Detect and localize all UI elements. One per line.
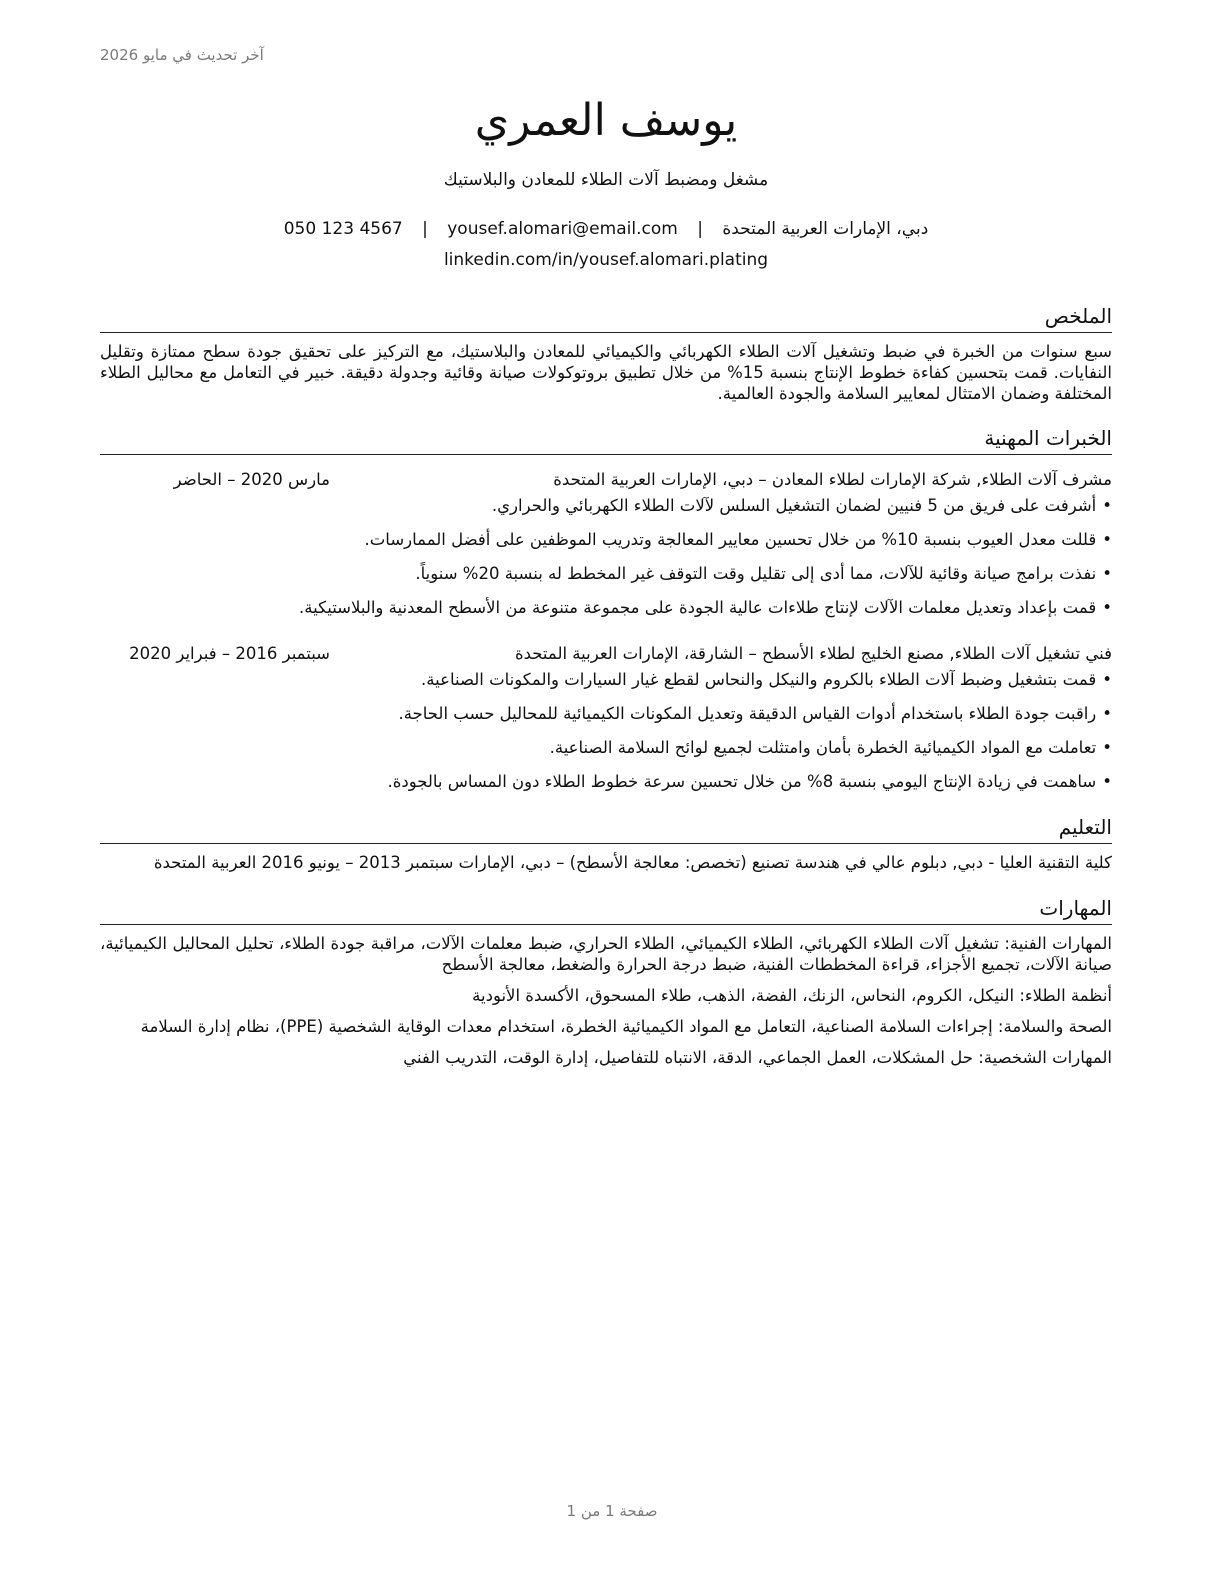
- experience-section: [100, 424, 1112, 793]
- job-bullet: [100, 771, 1112, 793]
- candidate-name: يوسف العمري: [474, 95, 738, 146]
- resume-page: [100, 90, 1112, 1068]
- job-header: [100, 643, 1112, 665]
- skills-section: [100, 894, 1112, 1068]
- bullet-marker: •: [1102, 496, 1112, 515]
- skills-technical: المهارات الفنية: تشغيل آلات الطلاء الكهربائي، الطلاء الكيميائي، الطلاء الحراري، ضبط معلمات الآلات، مراقبة جودة الطلاء، تحليل المحاليل الكيميائية، صيانة الآلات، تجميع الأجزاء، قراءة المخططات الفنية، ضبط درجة الحرارة والضغط، معالجة الأسطح: [100, 934, 1112, 974]
- contact-location: دبي، الإمارات العربية المتحدة: [722, 219, 929, 239]
- job-role-company: مشرف آلات الطلاء, شركة الإمارات لطلاء المعادن – دبي، الإمارات العربية المتحدة: [553, 470, 1112, 489]
- job-bullet-text: نفذت برامج صيانة وقائية للآلات، مما أدى إلى تقليل وقت التوقف غير المخطط له بنسبة 20% سنوياً.: [415, 564, 1097, 583]
- job-bullet-text: أشرفت على فريق من 5 فنيين لضمان التشغيل السلس لآلات الطلاء الكهربائي والحراري.: [491, 496, 1097, 515]
- job-bullet: [100, 597, 1112, 619]
- job-header: [100, 469, 1112, 491]
- bullet-marker: •: [1102, 738, 1112, 757]
- job-bullet-text: قمت بإعداد وتعديل معلمات الآلات لإنتاج طلاءات عالية الجودة على مجموعة متنوعة من الأسطح المعدنية والبلاستيكية.: [299, 598, 1097, 617]
- summary-heading: الملخص: [100, 302, 1112, 333]
- skills-heading: المهارات: [100, 894, 1112, 925]
- job-bullets: [100, 669, 1112, 793]
- job-bullet: [100, 529, 1112, 551]
- job-bullets: [100, 495, 1112, 619]
- bullet-marker: •: [1102, 564, 1112, 583]
- contact-separator: |: [422, 219, 428, 239]
- bullet-marker: •: [1102, 598, 1112, 617]
- education-heading: التعليم: [100, 813, 1112, 844]
- job-bullet: [100, 563, 1112, 585]
- contact-email[interactable]: yousef.alomari@email.com: [447, 219, 678, 239]
- job-bullet-text: قللت معدل العيوب بنسبة 10% من خلال تحسين معايير المعالجة وتدريب الموظفين على أفضل الممارسات.: [364, 530, 1097, 549]
- job-role-company: فني تشغيل آلات الطلاء, مصنع الخليج لطلاء الأسطح – الشارقة، الإمارات العربية المتحدة: [514, 644, 1112, 663]
- summary-text: سبع سنوات من الخبرة في ضبط وتشغيل آلات الطلاء الكهربائي والكيميائي للمعادن والبلاستيك، مع التركيز على تحقيق جودة سطح ممتازة وتقليل النفايات. قمت بتحسين كفاءة خطوط الإنتاج بنسبة 15% من خلال تطبيق بروتوكولات صيانة وقائية وجدولة دقيقة. خبير في التعامل مع محاليل الطلاء المختلفة وضمان الامتثال لمعايير السلامة والجودة العالمية.: [100, 342, 1112, 403]
- job-bullet-text: قمت بتشغيل وضبط آلات الطلاء بالكروم والنيكل والنحاس لقطع غيار السيارات والمكونات الصناعية.: [421, 670, 1097, 689]
- job-entry: [100, 469, 1112, 619]
- contact-line: [100, 216, 1112, 242]
- job-bullet: [100, 703, 1112, 725]
- skills-plating-systems: أنظمة الطلاء: النيكل، الكروم، النحاس، الزنك، الفضة، الذهب، طلاء المسحوق، الأكسدة الأنودية: [472, 986, 1112, 1005]
- job-dates: سبتمبر 2016 – فبراير 2020: [129, 644, 330, 663]
- job-dates: مارس 2020 – الحاضر: [173, 470, 330, 489]
- candidate-title: مشغل ومضبط آلات الطلاء للمعادن والبلاستيك: [443, 170, 769, 190]
- job-bullet-text: راقبت جودة الطلاء باستخدام أدوات القياس الدقيقة وتعديل المكونات الكيميائية للمحاليل حسب الحاجة.: [398, 704, 1097, 723]
- experience-heading: الخبرات المهنية: [100, 424, 1112, 455]
- bullet-marker: •: [1102, 670, 1112, 689]
- bullet-marker: •: [1102, 772, 1112, 791]
- summary-section: [100, 302, 1112, 404]
- contact-phone: 050 123 4567: [283, 219, 403, 239]
- job-bullet: [100, 737, 1112, 759]
- job-bullet: [100, 669, 1112, 691]
- bullet-marker: •: [1102, 704, 1112, 723]
- contact-separator: |: [697, 219, 703, 239]
- job-bullet: [100, 495, 1112, 517]
- last-updated-note: آخر تحديث في مايو 2026: [100, 46, 264, 64]
- education-section: [100, 813, 1112, 874]
- skills-personal: المهارات الشخصية: حل المشكلات، العمل الجماعي، الدقة، الانتباه للتفاصيل، إدارة الوقت، التدريب الفني: [403, 1048, 1112, 1067]
- education-entry: كلية التقنية العليا - دبي, دبلوم عالي في هندسة تصنيع (تخصص: معالجة الأسطح) – دبي، الإمارات سبتمبر 2013 – يونيو 2016 العربية المتحدة: [153, 853, 1112, 872]
- skills-health-safety: الصحة والسلامة: إجراءات السلامة الصناعية، التعامل مع المواد الكيميائية الخطرة، استخدام معدات الوقاية الشخصية (PPE)، نظام إدارة السلامة: [140, 1017, 1112, 1036]
- page-number: صفحة 1 من 1: [566, 1502, 658, 1520]
- job-entry: [100, 643, 1112, 793]
- job-bullet-text: ساهمت في زيادة الإنتاج اليومي بنسبة 8% من خلال تحسين سرعة خطوط الطلاء دون المساس بالجودة.: [387, 772, 1097, 791]
- job-bullet-text: تعاملت مع المواد الكيميائية الخطرة بأمان وامتثلت لجميع لوائح السلامة الصناعية.: [549, 738, 1097, 757]
- contact-linkedin[interactable]: linkedin.com/in/yousef.alomari.plating: [443, 250, 769, 270]
- bullet-marker: •: [1102, 530, 1112, 549]
